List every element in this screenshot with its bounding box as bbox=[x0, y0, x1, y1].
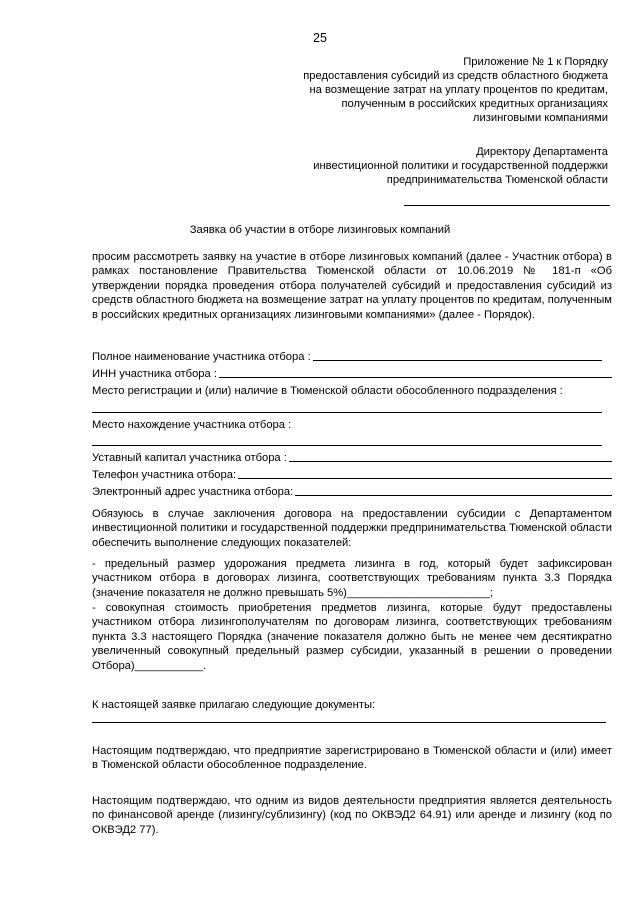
field-inn bbox=[92, 364, 612, 381]
addressee-line: инвестиционной политики и государственной поддержки bbox=[313, 160, 608, 172]
document-title: Заявка об участии в отборе лизинговых компаний bbox=[189, 224, 451, 236]
field-label: Телефон участника отбора: bbox=[92, 468, 237, 481]
field-location bbox=[92, 415, 612, 432]
addressee-signature-line bbox=[404, 205, 610, 206]
fields-block bbox=[92, 347, 612, 499]
appendix-header bbox=[303, 55, 608, 125]
appendix-line: полученным в российских кредитных организациях bbox=[341, 98, 608, 110]
attachments-blank-line bbox=[92, 722, 606, 723]
obligation-item-2: - совокупная стоимость приобретения предметов лизинга, которые будут предоставлены участником отбора лизингополучателям по договорам лизинга, соответствующих требованиям пункта 3.3 настоящего Порядка (значение показателя должно быть не менее чем десятикратно увеличенный совокупный предельный размер субсидии, указанный в решении о проведении Отбора)___________. bbox=[92, 602, 612, 672]
field-blank bbox=[238, 478, 612, 479]
addressee-block bbox=[313, 145, 608, 187]
field-email bbox=[92, 482, 612, 499]
obligation-intro: Обязуюсь в случае заключения договора на предоставлении субсидии с Департаментом инвестиционной политики и государственной поддержки предпринимательства Тюменской области обеспечить выполнение следующих показателей: bbox=[92, 508, 612, 549]
confirmation-registration: Настоящим подтверждаю, что предприятие зарегистрировано в Тюменской области и (или) имеет в Тюменской области обособленное подразделение. bbox=[92, 745, 612, 772]
field-blank bbox=[295, 495, 612, 496]
field-label: Электронный адрес участника отбора: bbox=[92, 485, 294, 498]
field-label: Полное наименование участника отбора : bbox=[92, 350, 311, 363]
field-label: ИНН участника отбора : bbox=[92, 367, 217, 380]
field-blank bbox=[313, 360, 602, 361]
intro-paragraph: просим рассмотреть заявку на участие в отборе лизинговых компаний (далее - Участник отбора) в рамках постановление Правительства Тюменской области от 10.06.2019 № 181-п «Об утверждении порядка проведения отбора получателей субсидий и предоставления субсидий из средств областного бюджета на возмещение затрат на уплату процентов по кредитам, полученным в российских кредитных организациях лизинговыми компаниями» (далее - Порядок). bbox=[92, 251, 612, 321]
field-label: Уставный капитал участника отбора : bbox=[92, 451, 287, 464]
field-blank bbox=[219, 377, 612, 378]
appendix-line: Приложение № 1 к Порядку bbox=[463, 56, 608, 68]
page-number: 25 bbox=[313, 31, 327, 45]
confirmation-activity: Настоящим подтверждаю, что одним из видов деятельности предприятия является деятельность по финансовой аренде (лизингу/сублизингу) (код по ОКВЭД2 64.91) или аренде и лизингу (код по ОКВЭД2 77). bbox=[92, 795, 612, 836]
addressee-line: Директору Департамента bbox=[476, 146, 608, 158]
obligation-item-1: - предельный размер удорожания предмета лизинга в год, который будет зафиксирован участником отбора в договорах лизинга, соответствующих требованиям пункта 3.3 Порядка (значение показателя не должно превышать 5%)_______________________; bbox=[92, 558, 612, 599]
field-label: Место регистрации и (или) наличие в Тюменской области обособленного подразделения : bbox=[92, 384, 563, 397]
appendix-line: на возмещение затрат на уплату процентов по кредитам, bbox=[309, 84, 608, 96]
field-blank-line bbox=[92, 412, 602, 413]
attachments-label: К настоящей заявке прилагаю следующие документы: bbox=[92, 699, 376, 711]
appendix-line: предоставления субсидий из средств областного бюджета bbox=[303, 70, 608, 82]
field-blank-line bbox=[92, 445, 602, 446]
field-capital bbox=[92, 448, 612, 465]
field-registration bbox=[92, 381, 612, 398]
field-full-name bbox=[92, 347, 612, 364]
addressee-line: предпринимательства Тюменской области bbox=[386, 174, 608, 186]
field-phone bbox=[92, 465, 612, 482]
appendix-line: лизинговыми компаниями bbox=[472, 112, 608, 124]
field-blank bbox=[289, 461, 612, 462]
field-label: Место нахождение участника отбора : bbox=[92, 418, 292, 431]
